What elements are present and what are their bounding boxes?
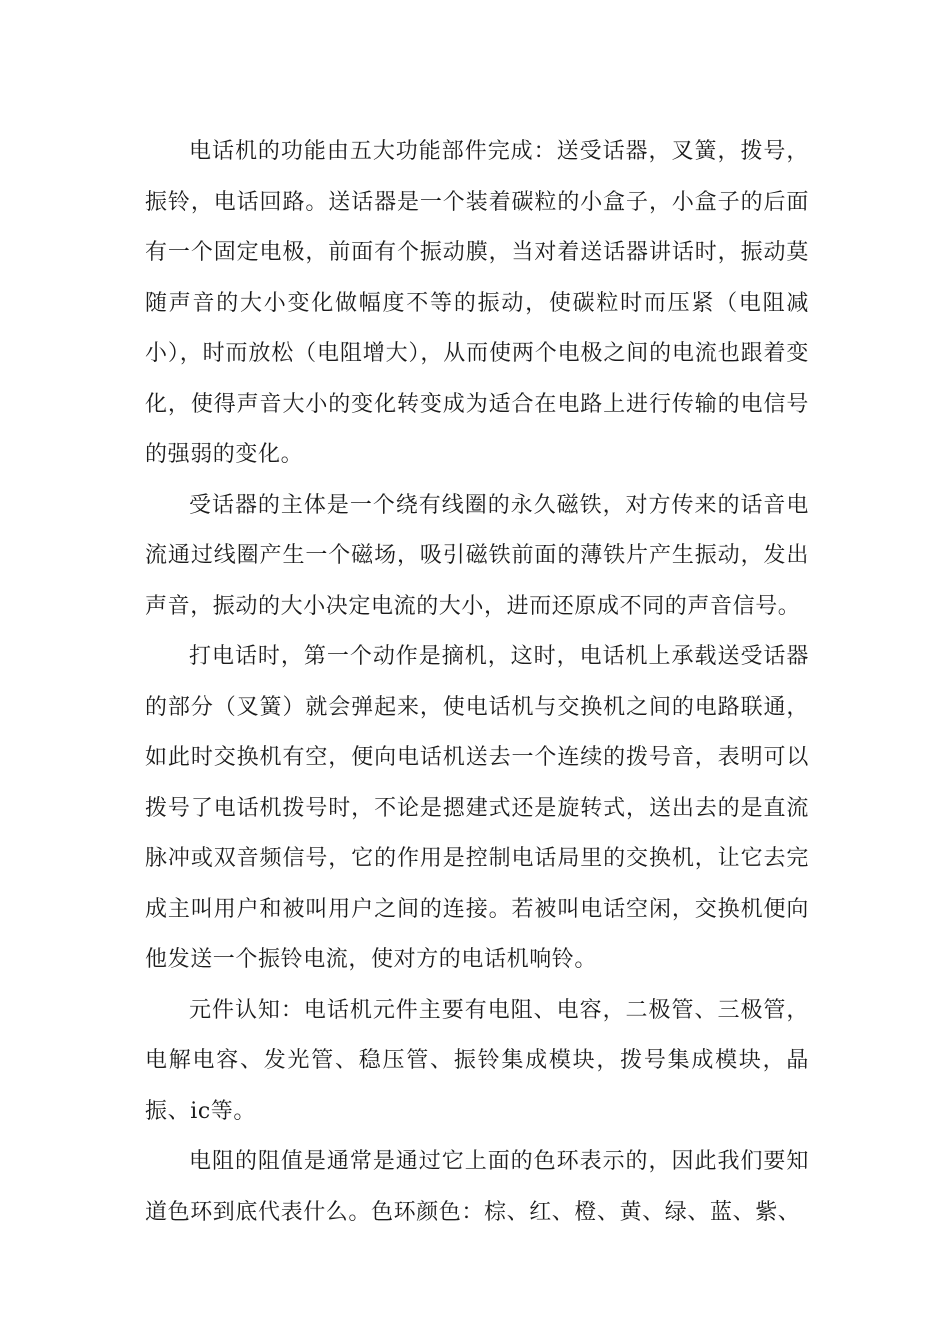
paragraph-resistor-color-bands: 电阻的阻值是通常是通过它上面的色环表示的，因此我们要知道色环到底代表什么。色环颜色：棕、红、橙、黄、绿、蓝、紫、	[145, 1149, 809, 1225]
paragraph-components: 元件认知：电话机元件主要有电阻、电容，二极管、三极管，电解电容、发光管、稳压管、振铃集成模块，拨号集成模块，晶振、ic等。	[145, 997, 809, 1124]
paragraph-telephone-functions: 电话机的功能由五大功能部件完成：送受话器，叉簧，拨号，振铃，电话回路。送话器是一个装着碳粒的小盒子，小盒子的后面有一个固定电极，前面有个振动膜，当对着送话器讲话时，振动莫随声音的大小变化做幅度不等的振动，使碳粒时而压紧（电阻减小），时而放松（电阻增大），从而使两个电极之间的电流也跟着变化，使得声音大小的变化转变成为适合在电路上进行传输的电信号的强弱的变化。	[145, 139, 809, 467]
paragraph-receiver: 受话器的主体是一个绕有线圈的永久磁铁，对方传来的话音电流通过线圈产生一个磁场，吸引磁铁前面的薄铁片产生振动，发出声音，振动的大小决定电流的大小，进而还原成不同的声音信号。	[145, 492, 809, 619]
paragraph-dialing: 打电话时，第一个动作是摘机，这时，电话机上承载送受话器的部分（叉簧）就会弹起来，使电话机与交换机之间的电路联通，如此时交换机有空，便向电话机送去一个连续的拨号音，表明可以拨号了电话机拨号时，不论是摁建式还是旋转式，送出去的是直流脉冲或双音频信号，它的作用是控制电话局里的交换机，让它去完成主叫用户和被叫用户之间的连接。若被叫电话空闲，交换机便向他发送一个振铃电流，使对方的电话机响铃。	[145, 644, 809, 972]
document-body	[145, 127, 809, 1238]
